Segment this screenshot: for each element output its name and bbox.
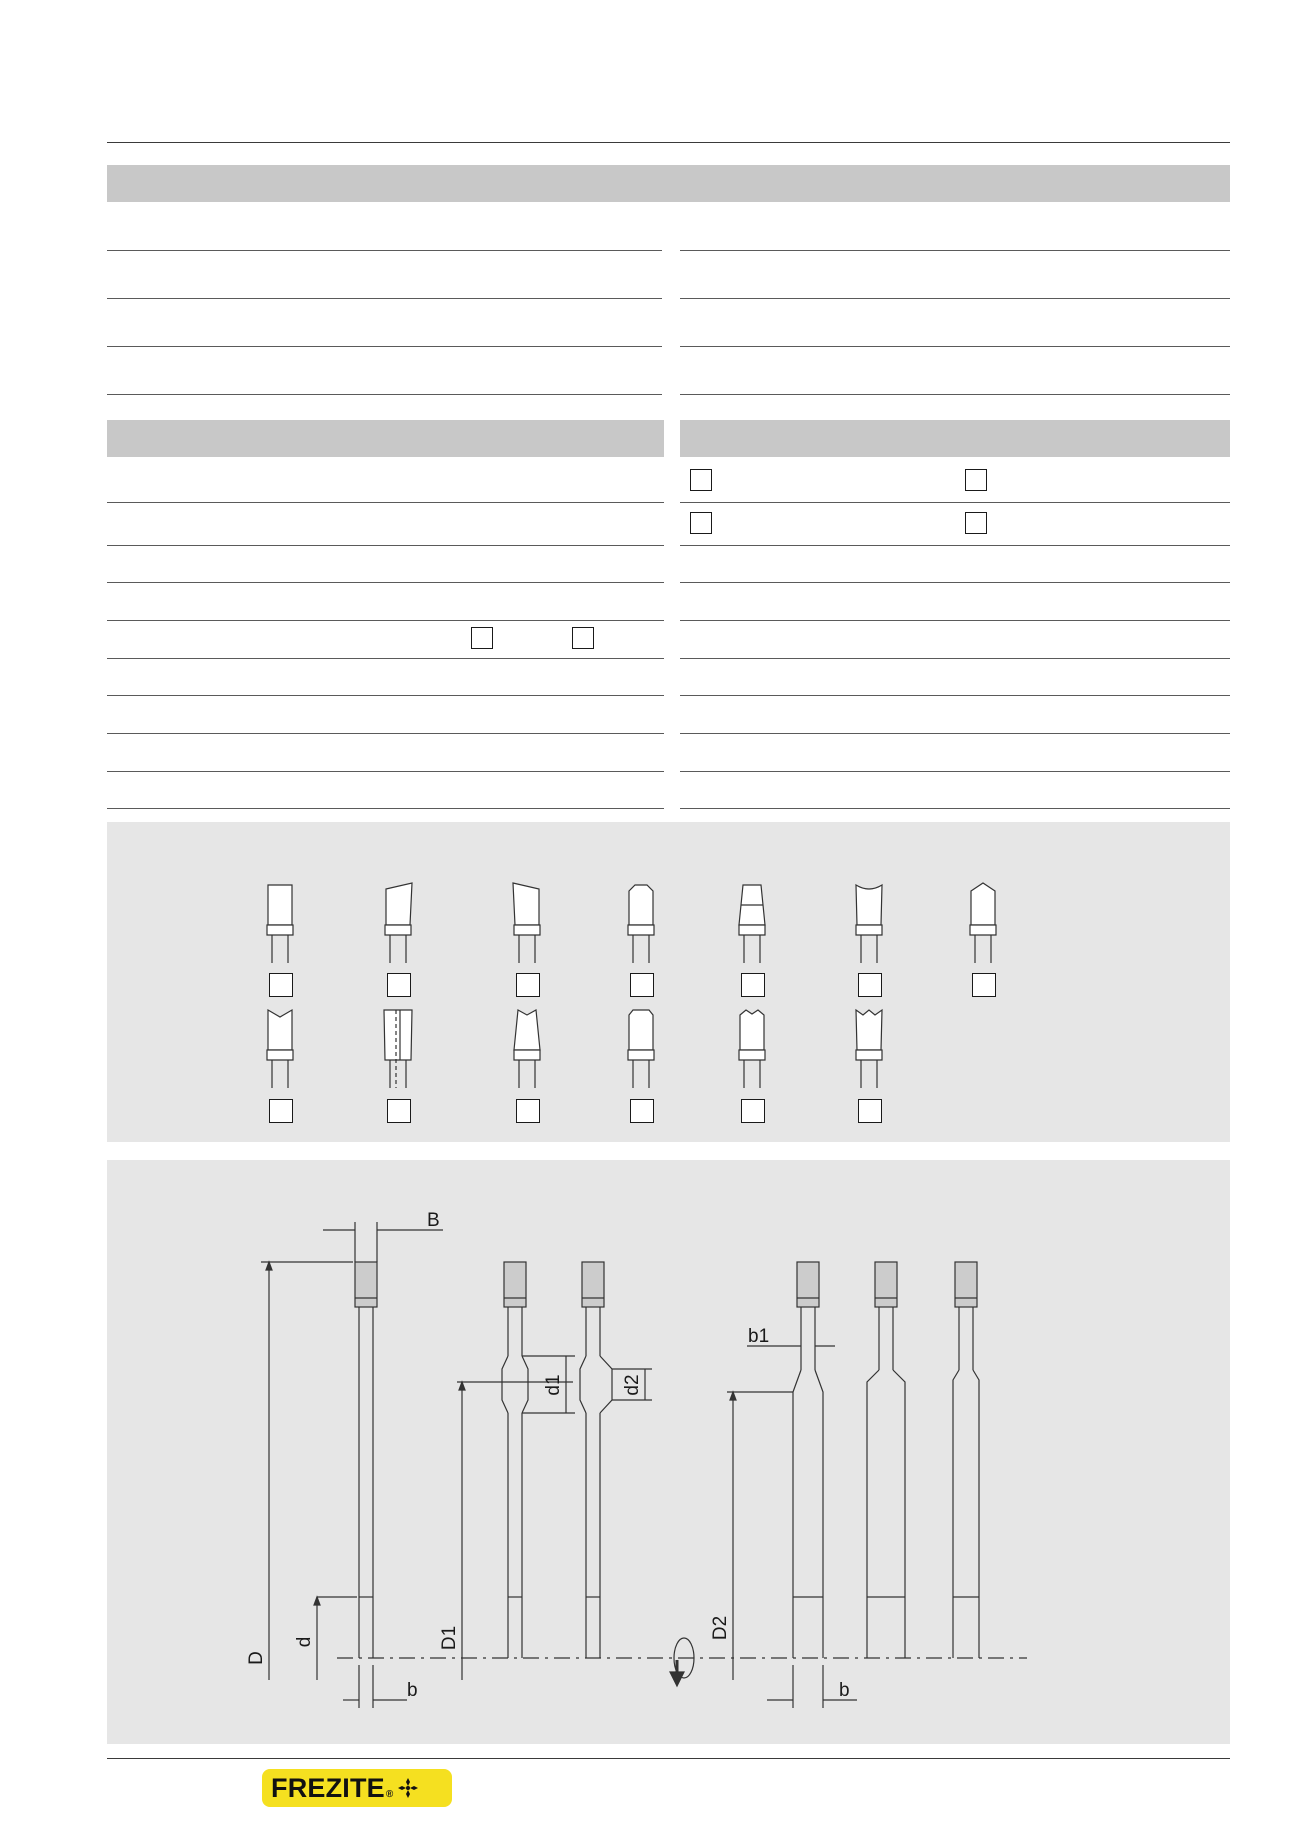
profile-checkbox[interactable] — [858, 973, 882, 997]
trapezoid-inverted-v-icon — [514, 1010, 540, 1088]
hollow-v-icon — [856, 1010, 882, 1088]
profile-checkbox[interactable] — [269, 1099, 293, 1123]
bottom-rule — [107, 1758, 1230, 1759]
chamfered-trapezoid-icon — [739, 1010, 765, 1088]
field-line — [107, 733, 664, 734]
field-line — [680, 250, 1230, 251]
hollow-top-icon — [856, 885, 882, 963]
chamfered-flat-icon — [628, 1010, 654, 1088]
left-subsection-header-bar — [107, 420, 664, 457]
dim-label-d: d — [294, 1636, 315, 1648]
field-line — [680, 502, 1230, 503]
field-line — [107, 771, 664, 772]
profile-checkbox[interactable] — [387, 973, 411, 997]
pointed-top-icon — [970, 883, 996, 963]
field-line — [107, 808, 664, 809]
hollow-face-chamfer-icon — [628, 885, 654, 963]
blade-3 — [580, 1262, 612, 1658]
flat-top-icon — [267, 885, 293, 963]
field-line — [107, 658, 664, 659]
section-header-bar — [107, 165, 1230, 202]
profile-checkbox[interactable] — [269, 973, 293, 997]
profile-checkbox[interactable] — [630, 973, 654, 997]
field-line — [680, 545, 1230, 546]
trapezoid-icon — [739, 885, 765, 963]
double-bevel-icon — [384, 1010, 412, 1088]
profile-checkbox[interactable] — [858, 1099, 882, 1123]
profile-checkbox[interactable] — [741, 1099, 765, 1123]
logo-registered-mark: ® — [385, 1788, 394, 1800]
inverted-v-icon — [267, 1010, 293, 1088]
profile-checkbox[interactable] — [516, 1099, 540, 1123]
dim-label-b1: b1 — [748, 1326, 770, 1347]
dim-label-D2: D2 — [710, 1615, 731, 1641]
field-line — [680, 346, 1230, 347]
frezite-logo — [262, 1769, 452, 1807]
top-rule — [107, 142, 1230, 143]
field-line — [680, 771, 1230, 772]
frezite-blade-icon — [397, 1777, 419, 1799]
dim-label-d1: d1 — [543, 1374, 564, 1396]
option-checkbox[interactable] — [690, 512, 712, 534]
field-line — [107, 394, 662, 395]
profile-checkbox[interactable] — [630, 1099, 654, 1123]
rotation-direction-icon — [670, 1638, 694, 1686]
blade-1 — [355, 1262, 377, 1658]
option-checkbox[interactable] — [471, 627, 493, 649]
profile-checkbox[interactable] — [972, 973, 996, 997]
dim-label-D1: D1 — [439, 1625, 460, 1651]
saw-blade-dimension-drawing — [107, 1160, 1230, 1744]
field-line — [107, 298, 662, 299]
field-line — [107, 695, 664, 696]
dim-label-d2: d2 — [622, 1374, 643, 1396]
dim-label-B: B — [427, 1210, 440, 1231]
field-line — [680, 733, 1230, 734]
profile-checkbox[interactable] — [741, 973, 765, 997]
field-line — [680, 620, 1230, 621]
dim-label-D: D — [246, 1651, 267, 1665]
field-line — [680, 658, 1230, 659]
profile-checkbox[interactable] — [516, 973, 540, 997]
field-line — [680, 695, 1230, 696]
field-line — [680, 582, 1230, 583]
logo-text: FREZITE — [271, 1772, 385, 1803]
tooth-profile-panel — [107, 822, 1230, 1142]
right-subsection-header-bar — [680, 420, 1230, 457]
field-line — [107, 620, 664, 621]
field-line — [680, 394, 1230, 395]
field-line — [107, 346, 662, 347]
dimension-diagram-panel — [107, 1160, 1230, 1744]
alternate-top-left-icon — [385, 883, 412, 963]
field-line — [107, 545, 664, 546]
field-line — [107, 582, 664, 583]
alternate-top-right-icon — [513, 883, 540, 963]
option-checkbox[interactable] — [572, 627, 594, 649]
field-line — [107, 502, 664, 503]
blade-2 — [502, 1262, 528, 1658]
blade-5 — [867, 1262, 905, 1658]
field-line — [107, 250, 662, 251]
option-checkbox[interactable] — [965, 469, 987, 491]
blade-6 — [953, 1262, 979, 1658]
profile-checkbox[interactable] — [387, 1099, 411, 1123]
field-line — [680, 298, 1230, 299]
option-checkbox[interactable] — [965, 512, 987, 534]
field-line — [680, 808, 1230, 809]
blade-4 — [793, 1262, 823, 1658]
dim-label-b: b — [407, 1680, 418, 1701]
option-checkbox[interactable] — [690, 469, 712, 491]
dim-label-b-right: b — [839, 1680, 850, 1701]
